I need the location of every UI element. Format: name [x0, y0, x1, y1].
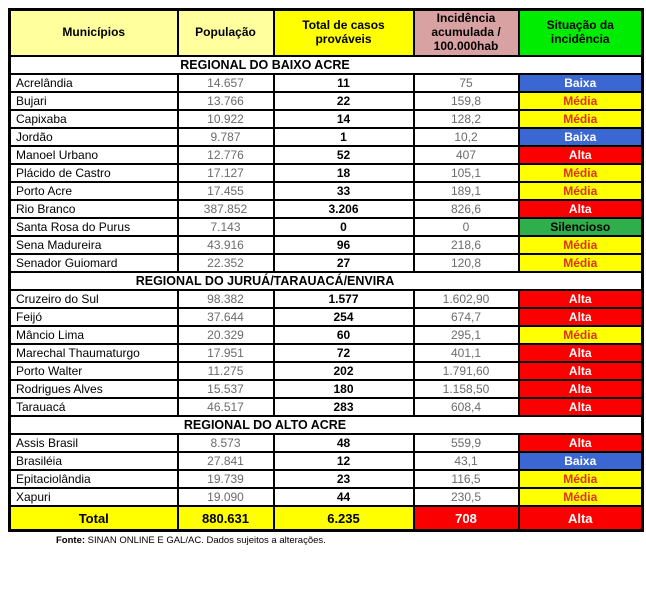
cases-value: 180: [274, 380, 414, 398]
incidence-table: [8, 8, 644, 532]
table-row: [10, 110, 643, 128]
population-value: 9.787: [178, 128, 274, 146]
population-value: 10.922: [178, 110, 274, 128]
total-label: Total: [10, 506, 178, 531]
col-header-municipios: Municípios: [10, 10, 178, 57]
municipality-name: Porto Acre: [10, 182, 178, 200]
municipality-name: Capixaba: [10, 110, 178, 128]
section-row: [10, 272, 643, 290]
col-header-situacao: Situação da incidência: [519, 10, 643, 57]
population-value: 27.841: [178, 452, 274, 470]
section-title: REGIONAL DO ALTO ACRE: [10, 416, 643, 434]
table-row: [10, 308, 643, 326]
population-value: 15.537: [178, 380, 274, 398]
table-row: [10, 146, 643, 164]
incidence-value: 159,8: [414, 92, 519, 110]
municipality-name: Marechal Thaumaturgo: [10, 344, 178, 362]
cases-value: 27: [274, 254, 414, 272]
incidence-value: 230,5: [414, 488, 519, 506]
municipality-name: Bujari: [10, 92, 178, 110]
status-badge: Alta: [519, 308, 643, 326]
cases-value: 22: [274, 92, 414, 110]
population-value: 98.382: [178, 290, 274, 308]
status-badge: Média: [519, 470, 643, 488]
incidence-value: 10,2: [414, 128, 519, 146]
section-title: REGIONAL DO JURUÁ/TARAUACÁ/ENVIRA: [10, 272, 643, 290]
table-row: [10, 362, 643, 380]
col-header-total-casos: Total de casos prováveis: [274, 10, 414, 57]
cases-value: 1.577: [274, 290, 414, 308]
table-row: [10, 254, 643, 272]
status-badge: Silencioso: [519, 218, 643, 236]
total-incidence-value: 708: [414, 506, 519, 531]
population-value: 17.127: [178, 164, 274, 182]
population-value: 7.143: [178, 218, 274, 236]
status-badge: Alta: [519, 146, 643, 164]
table-row: [10, 182, 643, 200]
municipality-name: Mâncio Lima: [10, 326, 178, 344]
population-value: 37.644: [178, 308, 274, 326]
cases-value: 52: [274, 146, 414, 164]
table-row: [10, 398, 643, 416]
cases-value: 60: [274, 326, 414, 344]
cases-value: 0: [274, 218, 414, 236]
source-note: [56, 535, 646, 546]
status-badge: Média: [519, 182, 643, 200]
incidence-value: 1.158,50: [414, 380, 519, 398]
incidence-value: 116,5: [414, 470, 519, 488]
status-badge: Alta: [519, 344, 643, 362]
cases-value: 18: [274, 164, 414, 182]
total-population-value: 880.631: [178, 506, 274, 531]
cases-value: 33: [274, 182, 414, 200]
section-title: REGIONAL DO BAIXO ACRE: [10, 56, 643, 74]
total-status-badge: Alta: [519, 506, 643, 531]
municipality-name: Tarauacá: [10, 398, 178, 416]
col-header-incidencia: Incidência acumulada / 100.000hab: [414, 10, 519, 57]
incidence-value: 189,1: [414, 182, 519, 200]
col-header-populacao: População: [178, 10, 274, 57]
total-cases-value: 6.235: [274, 506, 414, 531]
cases-value: 1: [274, 128, 414, 146]
municipality-name: Jordão: [10, 128, 178, 146]
status-badge: Alta: [519, 434, 643, 452]
cases-value: 283: [274, 398, 414, 416]
incidence-value: 826,6: [414, 200, 519, 218]
population-value: 11.275: [178, 362, 274, 380]
population-value: 17.951: [178, 344, 274, 362]
population-value: 19.090: [178, 488, 274, 506]
status-badge: Média: [519, 164, 643, 182]
header-row: [10, 10, 643, 57]
table-row: [10, 326, 643, 344]
status-badge: Baixa: [519, 74, 643, 92]
table-row: [10, 452, 643, 470]
status-badge: Média: [519, 236, 643, 254]
municipality-name: Epitaciolândia: [10, 470, 178, 488]
incidence-value: 407: [414, 146, 519, 164]
municipality-name: Assis Brasil: [10, 434, 178, 452]
incidence-value: 295,1: [414, 326, 519, 344]
incidence-value: 674,7: [414, 308, 519, 326]
incidence-value: 1.791,60: [414, 362, 519, 380]
status-badge: Baixa: [519, 128, 643, 146]
table-row: [10, 218, 643, 236]
population-value: 12.776: [178, 146, 274, 164]
table-row: [10, 74, 643, 92]
population-value: 13.766: [178, 92, 274, 110]
municipality-name: Senador Guiomard: [10, 254, 178, 272]
incidence-value: 401,1: [414, 344, 519, 362]
incidence-value: 608,4: [414, 398, 519, 416]
population-value: 8.573: [178, 434, 274, 452]
municipality-name: Brasiléia: [10, 452, 178, 470]
incidence-value: 1.602,90: [414, 290, 519, 308]
cases-value: 14: [274, 110, 414, 128]
cases-value: 11: [274, 74, 414, 92]
municipality-name: Plácido de Castro: [10, 164, 178, 182]
status-badge: Média: [519, 92, 643, 110]
incidence-value: 120,8: [414, 254, 519, 272]
population-value: 19.739: [178, 470, 274, 488]
table-row: [10, 470, 643, 488]
status-badge: Média: [519, 110, 643, 128]
source-label: Fonte:: [56, 535, 86, 546]
section-row: [10, 56, 643, 74]
table-row: [10, 488, 643, 506]
table-row: [10, 164, 643, 182]
municipality-name: Sena Madureira: [10, 236, 178, 254]
status-badge: Baixa: [519, 452, 643, 470]
population-value: 20.329: [178, 326, 274, 344]
population-value: 14.657: [178, 74, 274, 92]
municipality-name: Manoel Urbano: [10, 146, 178, 164]
incidence-value: 218,6: [414, 236, 519, 254]
population-value: 17.455: [178, 182, 274, 200]
table-row: [10, 344, 643, 362]
incidence-value: 559,9: [414, 434, 519, 452]
table-row: [10, 236, 643, 254]
status-badge: Média: [519, 326, 643, 344]
table-row: [10, 200, 643, 218]
table-row: [10, 380, 643, 398]
cases-value: 48: [274, 434, 414, 452]
status-badge: Média: [519, 488, 643, 506]
status-badge: Alta: [519, 398, 643, 416]
table-row: [10, 92, 643, 110]
incidence-value: 0: [414, 218, 519, 236]
cases-value: 12: [274, 452, 414, 470]
cases-value: 23: [274, 470, 414, 488]
section-row: [10, 416, 643, 434]
incidence-value: 75: [414, 74, 519, 92]
cases-value: 254: [274, 308, 414, 326]
municipality-name: Cruzeiro do Sul: [10, 290, 178, 308]
status-badge: Alta: [519, 290, 643, 308]
cases-value: 72: [274, 344, 414, 362]
table-row: [10, 434, 643, 452]
incidence-value: 105,1: [414, 164, 519, 182]
cases-value: 3.206: [274, 200, 414, 218]
municipality-name: Porto Walter: [10, 362, 178, 380]
cases-value: 202: [274, 362, 414, 380]
incidence-value: 43,1: [414, 452, 519, 470]
municipality-name: Acrelândia: [10, 74, 178, 92]
municipality-name: Xapuri: [10, 488, 178, 506]
cases-value: 96: [274, 236, 414, 254]
population-value: 43.916: [178, 236, 274, 254]
municipality-name: Rodrigues Alves: [10, 380, 178, 398]
total-row: [10, 506, 643, 531]
status-badge: Alta: [519, 200, 643, 218]
source-text: SINAN ONLINE E GAL/AC. Dados sujeitos a alterações.: [85, 535, 326, 546]
status-badge: Alta: [519, 362, 643, 380]
status-badge: Média: [519, 254, 643, 272]
municipality-name: Rio Branco: [10, 200, 178, 218]
population-value: 22.352: [178, 254, 274, 272]
table-row: [10, 128, 643, 146]
population-value: 387.852: [178, 200, 274, 218]
cases-value: 44: [274, 488, 414, 506]
municipality-name: Santa Rosa do Purus: [10, 218, 178, 236]
incidence-value: 128,2: [414, 110, 519, 128]
status-badge: Alta: [519, 380, 643, 398]
municipality-name: Feijó: [10, 308, 178, 326]
population-value: 46.517: [178, 398, 274, 416]
table-row: [10, 290, 643, 308]
